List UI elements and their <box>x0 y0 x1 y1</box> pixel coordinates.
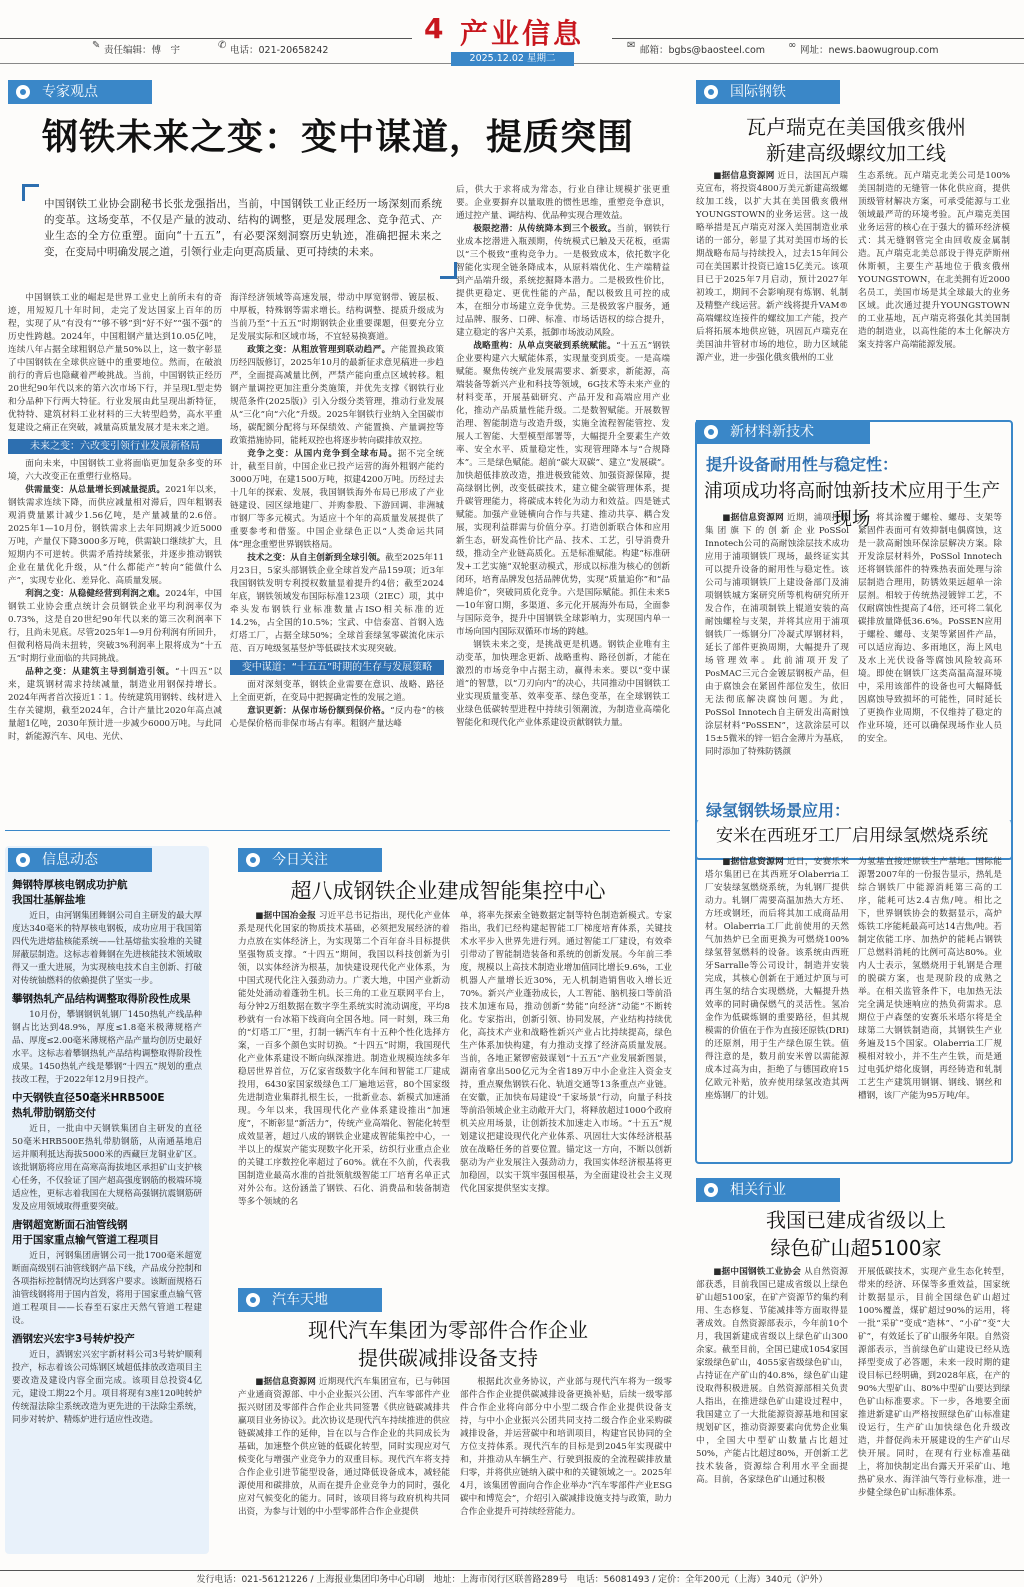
section-label-new-material: 新材料新技术 <box>696 420 870 444</box>
website-link[interactable]: 网址：news.baowugroup.com <box>800 45 939 56</box>
material-col-2 <box>858 512 1002 746</box>
hydrogen-kicker: 绿氢钢铁场景应用： <box>706 801 851 820</box>
headline-line: 现代汽车集团为零部件合作企业 <box>308 1318 588 1342</box>
paragraph: 战略重构：从单点突破到系统赋能。“十五五”钢铁企业要构建六大赋能体系，实现量变到质变。一是高端赋能。聚焦传统产业发展需要求、新要求，新能源，高端装备等新兴产业和科技等领域，6G技术等未来产业的材料变革，开展基础研究、产品开发和高端应用产业化，推动产品质量性能升级。二是数智赋能。开展数智治理、智能制造与改造升级，实施全流程智能管控、发展人工智能、大型模型部署等，大幅提升全要素生产效率、安全水平、质量稳定性，实现管理降本与“合规降本”。三是绿色赋能。超前“碳大双碳”、建立“发展碳”。加快超低排放改造，推进极致能效、加强资源保障，提高绿钢比例，改变低碳技术，建立健全碳管理体系，提升碳管理能力，将碳成本转化为动力和效益。四是链式赋能。加强产业链横向合作与共建、推动共享、耦合发展，实现利益群需与价值分享。打造创新联合体和应用新生态，研发高性价比产品、技术、工艺，引导消费升级，推动全产业链高质化。五是标准赋能。构建“标准研发+工艺实施”双轮驱动模式，形成以标准为核心的创新闭环，培育品牌发包括品牌优势，实现“质量追你”和“品牌追价”，突破同质化竞争。六是国际赋能。抓住未来5—10年窗口期，多渠道、多元化开展海外布局，全面参与国际竞争，提升中国钢铁全球影响力，实现国内单一市场向国内国际双循环市场的跨越。 <box>456 341 670 637</box>
expert-col-3 <box>456 184 670 730</box>
footer-text: 发行电话：021-56121226 / 上海报业集团印务中心印刷 地址：上海市闵行区联普路289号 电话：56081493 / 定价：全年200元（上海）340元（沪外） <box>196 1575 828 1585</box>
expert-col-1 <box>8 292 222 744</box>
intl-col-2 <box>858 170 1010 352</box>
hydrogen-col-1 <box>705 856 849 1103</box>
info-item <box>12 878 202 988</box>
expert-subsection-bar-1: 未来之变：六改变引领行业发展新格局 <box>8 439 222 454</box>
info-item <box>12 992 202 1087</box>
section-label-info: 信息动态 <box>8 848 152 872</box>
today-col-1 <box>238 910 450 1209</box>
info-item <box>12 1218 202 1328</box>
page-section-title: 产业信息 <box>460 17 585 50</box>
section-bullet-icon <box>704 425 718 439</box>
section-bullet-icon <box>704 1183 718 1197</box>
headline-line: 我国已建成省级以上 <box>766 1208 946 1232</box>
subhead: 战略重构：从单点突破到系统赋能。 <box>473 341 617 351</box>
link-icon: ∞ <box>788 40 797 51</box>
expert-subsection-bar-2: 变中谋道：“十五五”时期的生存与发展策略 <box>230 660 444 675</box>
info-list <box>12 874 202 1427</box>
section-bullet-icon <box>704 85 718 99</box>
paragraph: 面向未来，中国钢铁工业将面临更加复杂多变的环境，六大改变正在重塑行业格局。 <box>8 459 222 482</box>
paragraph: 利润之变：从稳健经营到利润之难。2024年，中国钢铁工业协会重点统计会员钢铁企业平均利润率仅为0.73%，这是自20世纪90年代以来的第三次利润率下行，且尚未见底。尽管2025年1—9月份利润有所回升，但微利格局尚未扭转，突破3%利润率上限将成为“十五五”时期行业面临的共同挑战。 <box>8 589 222 664</box>
page-header <box>0 0 1024 70</box>
paragraph: 钢铁未来之变，是挑战更是机遇。钢铁企业唯有主动变革，加快理念更新、战略重构、路径创新，才能在激烈的市场竞争中占据主动，赢得未来。要以“变中谋道”的智慧，以“刀刃向内”的决心，共同推动中国钢铁工业实现质量变革、效率变革、绿色变革，在全球钢铁工业绿色低碳转型进程中持续引领潮流，为制造业高端化智能化和现代化产业体系建设贡献钢铁力量。 <box>456 640 670 728</box>
material-headline: 浦项成功将高耐蚀新技术应用于生产现场 <box>703 481 1000 530</box>
paragraph: 为氢基直接还原铁生产基地。国际能源署2007年的一份报告显示，热轧是综合钢铁厂中能源消耗第三高的工序，能耗可达2.4吉焦/吨。相比之下，世界钢铁协会的数据显示，高炉炼铁工序能耗最高可达14吉焦/吨。若制定依能工序、加热炉的能耗占钢铁厂总燃料消耗的比例可高达80%。业内人士表示，氢燃烧用于轧钢是合理的脱碳方案，也是现阶段的成熟之举。在相关监管条件下，电加热无法完全满足快速响应的热负荷需求。息期位于卢森堡的安赛乐米塔尔将是全球第二大钢铁制造商，其钢铁生产业务遍及15个国家。Olaberria工厂规模相对较小，并不生产生铁，而是通过电弧炉熔化废钢，再经铸造和轧制工艺生产建筑用钢钢、钢线、钢丝和槽钢，该厂产能为95万吨/年。 <box>858 857 1002 1101</box>
info-item-body: 近日，由河钢集团舞钢公司自主研发的最大厚度达340毫米的特厚核电钢板，成功应用于我国第四代先进熔盐核能系统——钍基熔盐实验堆的关键屏蔽层制造。这标志着舞钢在先进核能技术领域取得又一重大进展，为实现核电技术自主创新、打破对传统铀燃料的依赖提供了坚实一步。 <box>12 911 202 986</box>
expert-col-2 <box>230 292 444 731</box>
editor-credit: 责任编辑：傅 宇 <box>104 45 181 56</box>
paragraph: 生态系统。瓦卢瑞克北美公司是100%美国制造的无缝管一体化供应商，提供顶级管材解决方案，可承受能源与工业领域最严苛的环境考验。瓦卢瑞克美国业务运营的核心在于强大的循环经济模式：其无缝钢管完全由回收废金属制造。瓦卢瑞克北美总部设于得克萨斯州休斯顿，主要生产基地位于俄亥俄州YOUNGSTOWN，在北美拥有近2000名员工，美国市场是其全球最大的业务区域。此次通过提升YOUNGSTOWN的工业基地，瓦卢瑞克将强化其美国制造的制造业，以高性能的本土化解决方案支持客户高端能源发展。 <box>858 171 1010 350</box>
headline-line: 绿色矿山超5100家 <box>770 1236 942 1260</box>
issue-date: 2025.12.02 星期二 <box>451 52 574 66</box>
news-source: ■据信息资源网 <box>722 513 784 523</box>
hydrogen-col-2 <box>858 856 1002 1103</box>
info-item-title[interactable]: 中天钢铁直径50毫米HRB500E 热轧带肋钢筋交付 <box>12 1092 165 1119</box>
paragraph: 单，将率先探索全链数据定制等特色制造新模式。专家指出，我们已经构建起智能工厂梯度培育体系，关键技术水平步入世界先进行列。通过智能工厂建设，有效牵引带动了智能制造装备和系统的创新发展。今年前三季度，规模以上高技术制造业增加值同比增长9.6%，工业机器人产量增长近30%，无人机制造销售收入增长近70%。新兴产业蓬勃成长，人工智能、脑机接口等前沿技术加速布局，推动创新“势能”向经济“动能”不断转化。专家指出，创新引领、协同发展，产业结构持续优化，高技术产业和战略性新兴产业占比持续提高，绿色生产体系加快构建，有力推动支撑了经济高质量发展。当前，各地正紧锣密鼓谋划“十五五”产业发展新图景，湖南省拿出500亿元为全省189万中小企业注入资金支持，重点聚焦钢铁石化、轨道交通等13条重点产业链。在安徽，正加快布局建设“千家场景”行动，向量子科技等前沿领域企业主动敞开大门，将释放超过1000个政府机关应用场景，让创新技术加速走入市场。“十五五”规划建议把建设现代化产业体系、巩固壮大实体经济根基放在战略任务的首要位置。锚定这一方向，不断以创新驱动为产业发展注入强劲动力，我国实体经济根基将更加稳固，以实干筑牢强国根基，为全面建设社会主义现代化国家提供坚实支撑。 <box>460 911 672 1194</box>
info-item-body: 近日，酒钢宏兴宏宇新材料公司3号转炉顺利投产，标志着该公司炼钢区域超低排放改造项目主要改造及建设内容全面完成。该项目总投资4亿元，建设工期22个月。项目将现有3座120吨转炉传统湿法除尘系统改造为更先进的干法除尘系统，同步对转炉、精炼炉进行适应性改造。 <box>12 1350 202 1425</box>
info-item <box>12 1332 202 1427</box>
news-source: ■据中国钢铁工业协会 <box>713 1267 802 1277</box>
headline-line: 提供碳减排设备支持 <box>358 1346 538 1370</box>
info-item-body: 近日，一批由中天钢铁集团自主研发的直径50毫米HRB500E热轧带肋钢筋，从南通基地启运并顺利抵达海拔5000米的西藏巨龙铜业矿区。该批钢筋将应用在高寒高海拔地区承担矿山支护核心任务，不仅验证了国产超高强度钢筋的极端环境适应性，更标志着我国在大规格高强钢抗震钢筋研发及应用领域取得重要突破。 <box>12 1124 202 1212</box>
news-source: ■据信息资源网 <box>722 857 784 867</box>
material-col-1 <box>705 512 849 759</box>
paragraph: 极限挖潜：从传统降本到三个极致。当前，钢铁行业成本挖潜进入瓶颈期，传统模式已触及天花板，亟需以“三个极致”重构竞争力。一是极致成本，依托数字化智能化实现全链条降成本，从原料端优化、生产端精益到产品端升级，系统挖掘降本潜力。二是极致性价比，提供更稳定、更优性能的产品，配以极致且可控的成本，在细分市场建立竞争优势。三是极致客户服务，通过品牌、服务、口碑、标准、市场话语权的综合提升，建立稳定的客户关系，抵御市场波动风险。 <box>456 224 670 338</box>
page-number: 4 <box>424 12 444 45</box>
paragraph: 中国钢铁工业的崛起是世界工业史上前所未有的奇迹，用短短几十年时间，走完了发达国家上百年的历程，实现了从“有没有”“够不够”到“好不好”“强不强”的历史性跨越。2024年，中国粗钢产量达到10.05亿吨，连续八年占据全球粗钢总产量50%以上，这一数字彰显了中国钢铁在全球供应链中的重要地位。然而，在破浪前行的背后也隐藏着严峻挑战。当前，中国钢铁正经历20世纪90年代以来的第六次市场下行，并呈现L型走势和分品种下行两大特征。行业发展由此呈现出新特征，优特特、建筑材料工业材料的三大转型趋势，高水平重复建设之痛正在突破，减量高质量发展才是未来之道。 <box>8 293 222 433</box>
paragraph: ■据中国冶金报 习近平总书记指出，现代化产业体系是现代化国家的物质技术基础，必须把发展经济的着力点放在实体经济上，为实现第二个百年奋斗目标提供坚强物质支撑。“十四五”期间，我国以科技创新为引领，以实体经济为根基，加快建设现代化产业体系，为中国式现代化注入强劲动力。广袤大地，中国产业新动能处处涌动着蓬勃生机。长三角的工业互联网平台上，每分钟2万组数据在数字孪生系统实时流动调度，平均8秒就有一台冰箱下线商向全国各地。同一时刻，珠三角的“灯塔工厂”里，打制一辆汽车有十五种个性化选择方案，一百多个颜色实时切换。“十四五”时期，我国现代化产业体系建设不断向纵深推进。制造业规模连续多年稳居世界首位，万亿家省级数字化车间和智能工厂建成投用，6430家国家级绿色工厂遍地运营，80个国家级先进制造业集群扎根生长，一批新业态、新模式加速涌现。今年以来，我国现代化产业体系建设推出“加速度”，不断彰显“新活力”，传统产业高端化、智能化转型成效显著，超过八成的钢铁企业建成智能集控中心，一半以上的煤炭产能实现数字化开采，纺织行业重点企业的关键工序数控化率超过了60%。就在不久前，代表我国制造业最高水准的首批领航级智能工厂培育名单正式对外公布。这份涵盖了钢铁、石化、消费品和装备制造等多个领域的名 <box>238 911 450 1207</box>
paragraph: ■据信息资源网 近日，安赛乐米塔尔集团已在其西班牙Olaberria工厂安装绿氢燃烧系统，为轧钢厂提供动力。轧钢厂需要高温加热大方坯、方坯或钢坯，而后将其加工成商品用材。Olaberria工厂此前使用的天然气加热炉已全面更换为可燃烧100%绿氢替氢燃料的设备。该系统由西班牙Sarralle等公司设计，制造并安装完成，其核心创新在于通过炉顶与可再生氢的结合实现燃烧，大幅提升热效率的同时确保燃气的灵活性。氢冶金作为低碳炼钢的重要路径，但其规模需的价值在于作为直接还原铁(DRI)的还原剂，用于生产绿色原生铁。值得注意的是，数月前安米曾以需能源成本过高为由，拒绝了与德国政府15亿欧元补贴，放弃使用绿氢改造其两座炼钢厂的计划。 <box>705 857 849 1101</box>
news-source: ■据信息资源网 <box>713 171 775 181</box>
column-divider <box>5 830 670 831</box>
auto-col-1 <box>238 1376 450 1519</box>
subhead: 竞争之变：从国内竞争到全球布局。 <box>247 449 398 459</box>
lead-bracket-right <box>440 262 457 279</box>
section-bullet-icon <box>16 85 30 99</box>
paragraph: ■据信息资源网 近期现代汽车集团宣布，已与韩国产业通商资源部、中小企业振兴公团、汽车零部件产业振兴财团及零部件合作企业共同签署《供应链碳减排共赢项目业务协议》。此次协议是现代汽车持续推进的供应链碳减排工作的延伸，旨在以与合作企业的共同成长为基础，加速整个供应链的低碳化转型，同时实现应对气候变化与增强产业竞争力的双重目标。现代汽车将支持合作企业引进节能型设备，通过降低设备成本，减轻能源使用和碳排放，从而在提升企业竞争力的同时，强化应对气候变化的能力。同时，该项目将与政府机构共同出资，为参与计划的中小型零部件合作企业提供 <box>238 1377 450 1517</box>
material-kicker: 提升设备耐用性与稳定性： <box>706 455 899 474</box>
related-headline <box>696 1206 1016 1262</box>
related-col-1 <box>696 1266 848 1487</box>
subhead: 政策之变：从粗放管理到联动趋严。 <box>247 345 391 355</box>
footer-rule <box>0 1570 1024 1571</box>
paragraph: 开展低碳技术，实现产业生态化转型，带来的经济、环保等多重效益，国家统计数据显示，目前全国绿色矿山超过100%覆盖，煤矿超过90%的运用，将一批“采矿”变成“造林”、“小矿”变“大矿”，有效延长了矿山服务年限。自然资源部表示，当前绿色矿山建设已经从选择型变成了必答题，未来一段时期的建设目标已经明确，到2028年底，在产的90%大型矿山、80%中型矿山要达到绿色矿山标准要求。下一步，各地要全面推进新建矿山严格按照绿色矿山标准建设运行，生产矿山加快绿色化升级改造，并督促尚未开展建设的生产矿山尽快开展。同时，在现有行业标准基础上，将加快制定出台露天开采矿山、地热矿泉水、海洋油气等行业标准，进一步健全绿色矿山标准体系。 <box>858 1267 1010 1498</box>
expert-lead: 中国钢铁工业协会副秘书长张龙强指出，当前，中国钢铁工业正经历一场深刻而系统的变革。这场变革，不仅是产量的波动、结构的调整，更是发展理念、竞争范式、产业生态的全方位重塑。面向“十五五”，有必要深刻洞察历史轨迹，准确把握未来之变，在变局中明确发展之道，引领行业走向更高质量、更可持续的未来。 <box>44 198 442 258</box>
intl-headline <box>696 114 1016 166</box>
section-bullet-icon <box>246 1293 260 1307</box>
paragraph: ■据信息资源网 近期，浦项控股集团旗下的创新企业PoSSol Innotech公司的高耐蚀涂层技术成功应用于浦项钢铁厂现场，最终证实其可以提升设备的耐用性与稳定性。该公司与浦项钢铁厂上建设备部门及浦项钢铁城方案研究所等机构研究所开发合作，在浦项制铁上辊道安装的高耐蚀螺栓与支架，并将其应用于浦项钢铁厂一炼钢分厂冷凝式厚钢材料，延长了部件更换周期，大幅提升了现场管理效率。此前浦项开发了PosMAC三元合金镀层钢板产品，但由于腐蚀会在紧固件部位发生，依旧无法彻底解决腐蚀问题。为此，PoSSol Innotech自主研发出高耐蚀涂层材料“PoSSEN”，这款涂层可以15±5微米的锌一铝合金薄片为基底，同时添加了特殊防锈颜 <box>705 513 849 757</box>
today-col-2 <box>460 910 672 1196</box>
phone-icon: ✆ <box>218 40 227 51</box>
section-label-intl-steel: 国际钢铁 <box>696 80 840 104</box>
info-item <box>12 1091 202 1214</box>
email-address[interactable]: 邮箱：bgbs@baosteel.com <box>640 45 766 56</box>
subhead: 意识更新：从保市场份额到保价格。 <box>247 706 391 716</box>
hydrogen-headline: 安米在西班牙工厂启用绿氢燃烧系统 <box>716 826 988 846</box>
auto-col-2 <box>460 1376 672 1519</box>
lead-bracket-left <box>22 184 39 201</box>
subhead: 供需量变：从总量增长到减量提质。 <box>25 485 166 495</box>
expert-headline: 钢铁未来之变：变中谋道，提质突围 <box>41 117 634 158</box>
section-label-expert: 专家观点 <box>8 80 152 104</box>
paragraph: 政策之变：从粗放管理到联动趋严。产能置换政策历经四版修订，2025年10月的最新征求意见稿进一步趋严，全面提高减量比例，严禁产能向重点区域转移。粗钢产量调控更加注重分类施策，并优先支撑《钢铁行业规范条件(2025版)》引入分级分类管理，推动行业发展从“三化”向“六化”升级。2025年钢铁行业纳入全国碳市场，碳配额分配将与环保绩效、产能置换、产量调控等政策措施协同，能耗双控也将逐步转向碳排放双控。 <box>230 345 444 446</box>
paragraph: ■据信息资源网 近日，法国瓦卢瑞克宣布，将投资4800万美元新建高级螺纹加工线，以扩大其在美国俄亥俄州YOUNGSTOWN的业务运营。这一战略举措是瓦卢瑞克对深入美国制造业承诺的一部分，彰显了其对美国市场的长期战略布局与持续投入，过去15年间公司在美国累计投资已逾15亿美元。该项目已于2025年7月启动，预计2027年初竣工，期间不会影响现有炼钢、轧制及精整产线运营。新产线将提升VAM®高端螺纹连接件的螺纹加工产能，投产后将拓展本地供应链，巩固瓦卢瑞克在美国油井管材市场的地位，助力区域能源产业，进一步强化俄亥俄州的工业 <box>696 171 848 363</box>
section-bullet-icon <box>246 853 260 867</box>
news-source: ■据信息资源网 <box>255 1377 316 1387</box>
auto-headline <box>238 1316 658 1372</box>
paragraph: 面对深刻变革，钢铁企业需要在意识、战略、路径上全面更新，在变局中把握确定性的发展之道。 <box>230 680 444 703</box>
paragraph: 根据此次业务协议，产业部与现代汽车将为一级零部件合作企业提供碳减排设备更换补贴，后续一级零部件合作企业将向部分中小型二级合作企业提供设备支持，与中小企业振兴公团共同支持二级合作企业采购碳减排设备，并运营碳中和培训项目，构建官民协同的全方位支持体系。现代汽车的目标是到2045年实现碳中和，并推动从车辆生产、行驶到报废的全流程碳排放量归零，并将供应链纳入碳中和的关键领域之一。2025年4月，该集团曾面向合作企业举办“汽车零部件产业ESG碳中和博览会”，介绍引入碳减排设施支持与政策，助力合作企业提升可持续经营能力。 <box>460 1377 672 1517</box>
info-item-body: 近日，河钢集团唐钢公司一批1700毫米超宽断面高级别石油管线钢产品下线，产品成分控制和各项指标控制情况均达到客户要求。该断面规格石油管线钢将用于国内首发，将用于国家重点输气管道工程项目——长春至石家庄天然气管道工程建设。 <box>12 1251 202 1326</box>
section-bullet-icon <box>16 853 30 867</box>
paragraph: 料，将其涂覆于螺栓、螺母、支架等紧固件表面可有效抑制电偶腐蚀，这是一款高耐蚀环保涂层解决方案。除开发涂层材料外，PoSSol Innotech还将钢铁部件的特殊热表面处理与涂层制造合理用，防锈效果远超单一涂层剂。相较于传统热浸镀锌工艺，不仅耐腐蚀性提高了4倍，还可将二氧化碳排放量降低36.6%。PoSSEN应用于螺栓、螺母、支架等紧固件产品，可以适应海边、多雨地区，海上风电及水上光伏设备等腐蚀风险较高环境。即使在钢铁厂这类高温高湿环境中，采用该部件的设备也可大幅降低因腐蚀导致损坏的可能性，同时延长了更换作业周期，不仅维持了稳定的作业环境，还可以确保现场作业人员的安全。 <box>858 513 1002 744</box>
paragraph: 意识更新：从保市场份额到保价格。“反内卷”的核心是保价格而非保市场占有率。粗钢产量达峰 <box>230 706 444 729</box>
subhead: 技术之变：从自主创新到全球引领。 <box>247 553 386 563</box>
paragraph: 技术之变：从自主创新到全球引领。截至2025年11月23日，5家头部钢铁企业全球首发产品159项；近3年我国钢铁发明专利授权数量显着提升约4倍；截至2024年底，钢铁领域发布国际标准123项（2IEC）项，其中牵头发布钢铁行业标准数量占ISO相关标准的近14.2%，占全国的10.5%；宝武、中信泰富、首钢入选灯塔工厂，占据全球50%；全球首套绿氢零碳流化床示范、百万吨级氢基竖炉等低碳技术实现突破。 <box>230 553 444 654</box>
headline-line: 瓦卢瑞克在美国俄亥俄州 <box>746 115 966 139</box>
headline-line: 新建高级螺纹加工线 <box>766 141 946 165</box>
info-item-body: 10月份，攀钢钢钒轧钢厂1450热轧产线品种钢占比达到48.9%，厚度≤1.8毫米极薄规格产品、厚度≤2.00毫米薄规格产品产量均创历史最好水平。这标志着攀钢热轧产品结构调整取得阶段性成果。1450热轧产线是攀钢“十四五”规划的重点技改工程，于2022年12月9日投产。 <box>12 1010 202 1085</box>
subhead: 利润之变：从稳健经营到利润之难。 <box>25 589 166 599</box>
info-item-title[interactable]: 酒钢宏兴宏宇3号转炉投产 <box>12 1333 135 1345</box>
paragraph: 竞争之变：从国内竞争到全球布局。据不完全统计，截至目前，中国企业已投产运营的海外粗钢产能约3000万吨，在建1500万吨，拟建4200万吨。历经过去十几年的探索、发展，我国钢铁海外布局已形成了产业链建设、园区绿地建厂、并购参股、下游回调、非洲城市钢厂等多元模式。为适应十个年的高质量发展提供了重要参考和借鉴。中国企业绿色正以“人类命运共同体”理念重塑世界钢铁格局。 <box>230 449 444 550</box>
mail-icon: ✉ <box>627 40 636 51</box>
editor-phone: 电话：021-20658242 <box>230 45 329 56</box>
subhead: 品种之变：从建筑主导到制造引领。 <box>25 667 175 677</box>
today-headline: 超八成钢铁企业建成智能集控中心 <box>290 879 606 903</box>
paragraph: ■据中国钢铁工业协会 从自然资源部获悉，目前我国已建成省级以上绿色矿山超5100家，在矿产资源节约集约利用、生态修复、节能减排等方面取得显著成效。自然资源部表示，今年前10个月，我国新建成省级以上绿色矿山300余家。截至目前，全国已建成1054家国家级绿色矿山，4055家省级绿色矿山，占持证在产矿山的40.8%，绿色矿山建设取得积极进展。自然资源部相关负责人指出，在推进绿色矿山建设过程中，我国建立了一大批能源资源基地和国家规划矿区，推动资源要素向优势企业集中，全国大中型矿山数量占比超过50%，产能占比超过80%，开创新工艺技术装备，资源综合利用水平全面提高。目前，各家绿色矿山通过积极 <box>696 1267 848 1485</box>
news-source: ■据中国冶金报 <box>255 911 316 921</box>
section-label-auto: 汽车天地 <box>238 1288 382 1312</box>
intl-col-1 <box>696 170 848 365</box>
section-label-today: 今日关注 <box>238 848 382 872</box>
info-item-title[interactable]: 攀钢热轧产品结构调整取得阶段性成果 <box>12 993 191 1005</box>
paragraph: 供需量变：从总量增长到减量提质。2021年以来，钢铁需求连续下降，而供应减量相对滞后，四年粗钢表观消费量累计减少1.56亿吨，是产量减量的2.6倍。2025年1—10月份，钢铁需求上去年同期减少近5000万吨，产量仅下降3000多万吨，供需缺口继续扩大，且短期内不可逆转。供需矛盾持续紧张，并逐步推动钢铁企业在量优化升级，从“什么都能产”转向“能做什么产”，实现专业化、差异化、高质量发展。 <box>8 485 222 586</box>
subhead: 极限挖潜：从传统降本到三个极致。 <box>473 224 617 234</box>
info-item-title[interactable]: 唐钢超宽断面石油管线钢 用于国家重点输气管道工程项目 <box>12 1219 159 1246</box>
paragraph: 后，供大于求将成为常态，行业自律让规模扩张更重要。企业要摒弃以量取胜的惯性思维，重塑竞争意识，通过控产量、调结构、优品种实现合理效益。 <box>456 185 670 221</box>
paragraph: 海洋经济领域等高速发展，带动中厚宽钢带、镀层板、中厚板，特殊钢等需求增长。结构调整、提质升级成为当前乃至“十五五”时期钢铁企业重要课题，但要充分立足发展实际和区域市场，不宜轻易换赛道。 <box>230 293 444 342</box>
paragraph: 品种之变：从建筑主导到制造引领。“十四五”以来，建筑钢材需求持续减量，制造业用钢保持增长。2024年两者首次接近1∶1。传统建筑用钢转、线材进入生存关键期，截至2024年，合计产量比2020年高点减量超1亿吨，2030年预计进一步减少6000万吨。与此同时，新能源汽车、风电、光伏、 <box>8 667 222 742</box>
related-col-2 <box>858 1266 1010 1500</box>
pencil-icon: ✎ <box>92 40 101 51</box>
info-item-title[interactable]: 舞钢特厚核电钢成功护航 我国壮基解盐堆 <box>12 879 128 906</box>
section-label-related: 相关行业 <box>696 1178 840 1202</box>
